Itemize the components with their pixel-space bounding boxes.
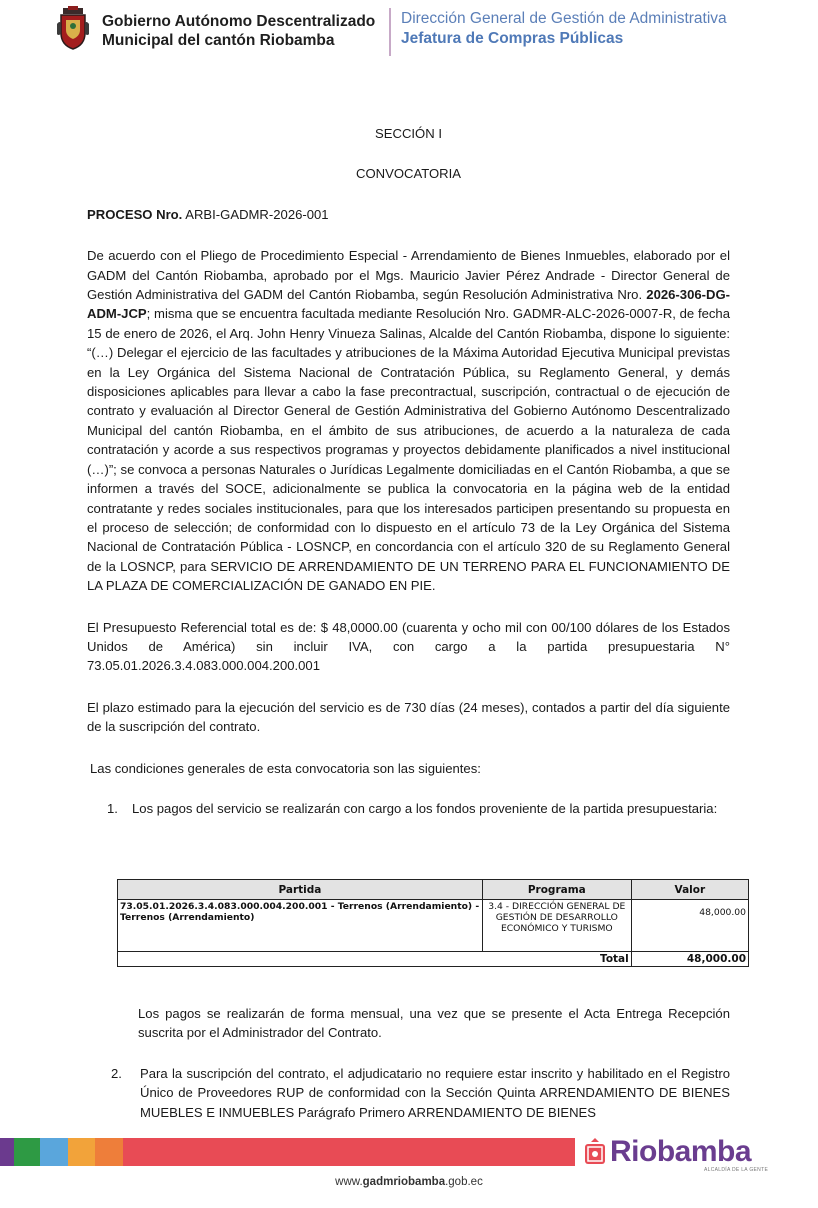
list-item-2-text: Para la suscripción del contrato, el adjudicatario no requiere estar inscrito y habilitado en el Registro Único de Proveedores RUP de conformidad con la Sección Quinta ARRENDAMIENTO DE BIENES MUEBLES E INMUEBLES Parágrafo Primero ARRENDAMIENTO DE BIENES: [140, 1066, 730, 1120]
list-item-1: [107, 799, 730, 818]
intro-text-b: ; misma que se encuentra facultada mediante Resolución Nro. GADMR-ALC-2026-0007-R, de fecha 15 de enero de 2026, el Arq. John Henry Vinueza Salinas, Alcalde del Cantón Riobamba, dispone lo siguiente: “(…) Delegar el ejercicio de las facultades y atribuciones de la Máxima Autoridad Ejecutiva Municipal previstas en la Ley Orgánica del Sistema Nacional de Contratación Pública, su Reglamento General, y demás disposiciones aplicables para llevar a cabo la fase precontractual, suscripción, contractual o de ejecución de contrato y evaluación al Director General de Gestión Administrativa del Gobierno Autónomo Descentralizado Municipal del cantón Riobamba, en el ámbito de sus atribuciones, de acuerdo a la naturaleza de cada contratación y acorde a sus respectivos programas y proyectos debidamente planificados a nivel institucional (…)”; se convoca a personas Naturales o Jurídicas Legalmente domiciliadas en el Cantón Riobamba, a que se informen a través del SOCE, adicionalmente se publica la convocatoria en la página web de la entidad contratante y redes sociales institucionales, para que los interesados participen presentando su propuesta en el proceso de selección; de conformidad con lo dispuesto en el artículo 73 de la Ley Orgánica del Sistema Nacional de Contratación Pública - LOSNCP, en concordancia con el artículo 320 de su Reglamento General de la LOSNCP, para SERVICIO DE ARRENDAMIENTO DE UN TERRENO PARA EL FUNCIONAMIENTO DE LA PLAZA DE COMERCIALIZACIÓN DE GANADO EN PIE.: [87, 306, 730, 594]
department-line1: Dirección General de Gestión de Administrativa: [401, 10, 727, 27]
brand-logo-text: [610, 1135, 751, 1169]
list-item-2-number: 2.: [111, 1066, 122, 1081]
list-item-2: [108, 1064, 730, 1122]
organization-name-line1: Gobierno Autónomo Descentralizado: [102, 13, 376, 30]
organization-name: [102, 12, 375, 50]
total-label: Total: [118, 952, 632, 967]
table-header-row: [118, 880, 749, 900]
budget-paragraph: El Presupuesto Referencial total es de: $ 48,0000.00 (cuarenta y ocho mil con 00/100 dólares de los Estados Unidos de América) sin incluir IVA, con cargo a la partida presupuestaria N° 73.05.01.2026.3.4.083.000.004.200.001: [87, 619, 730, 674]
municipal-crest-icon: [57, 6, 89, 52]
riobamba-logo-icon: [582, 1138, 608, 1168]
organization-name-line2: Municipal del cantón Riobamba: [102, 32, 335, 49]
brand-tagline: ALCALDÍA DE LA GENTE: [704, 1167, 769, 1173]
section-title: SECCIÓN I: [375, 126, 442, 141]
table-total-row: [118, 952, 749, 967]
website-suffix: .gob.ec: [445, 1176, 483, 1188]
column-header-programa: Programa: [482, 880, 631, 900]
list-item-1-number: 1.: [107, 800, 118, 816]
conditions-intro: Las condiciones generales de esta convocatoria son las siguientes:: [90, 760, 481, 776]
payments-note-block: [138, 1004, 730, 1043]
term-paragraph: El plazo estimado para la ejecución del servicio es de 730 días (24 meses), contados a partir del día siguiente de la suscripción del contrato.: [87, 699, 730, 735]
resolution-number: 2026-306-DG-ADM-JCP: [87, 287, 730, 322]
department-name: [401, 9, 727, 49]
column-header-partida: Partida: [118, 880, 483, 900]
brand-logo-word: Riobamba: [610, 1135, 752, 1168]
budget-table: [117, 879, 749, 967]
department-line2: Jefatura de Compras Públicas: [401, 30, 624, 47]
process-label: PROCESO Nro.: [87, 206, 183, 222]
section-subtitle: CONVOCATORIA: [355, 166, 461, 182]
list-item-1-text: Los pagos del servicio se realizarán con cargo a los fondos proveniente de la partida presupuestaria:: [132, 800, 718, 816]
cell-programa: 3.4 - DIRECCIÓN GENERAL DE GESTIÓN DE DESARROLLO ECONÓMICO Y TURISMO: [482, 900, 631, 952]
website-prefix: www.: [335, 1176, 363, 1188]
page-header: [0, 0, 818, 70]
process-number: [87, 205, 730, 224]
payments-note: Los pagos se realizarán de forma mensual, una vez que se presente el Acta Entrega Recepción suscrita por el Administrador del Contrato.: [138, 1006, 730, 1041]
document-body: [87, 124, 730, 818]
process-code: ARBI-GADMR-2026-001: [185, 206, 329, 222]
cell-valor: 48,000.00: [631, 900, 748, 952]
intro-text-a: De acuerdo con el Pliego de Procedimiento Especial - Arrendamiento de Bienes Inmuebles, elaborado por el GADM del Cantón Riobamba, aprobado por el Mgs. Mauricio Javier Pérez Andrade - Director General de Gestión Administrativa del GADM del Cantón Riobamba, según Resolución Administrativa Nro.: [87, 248, 730, 303]
cell-partida: 73.05.01.2026.3.4.083.000.004.200.001 - Terrenos (Arrendamiento) - Terrenos (Arrendamiento): [118, 900, 483, 952]
website-domain: gadmriobamba: [362, 1176, 446, 1188]
intro-paragraph: [87, 246, 730, 595]
table-row: [118, 900, 749, 952]
column-header-valor: Valor: [631, 880, 748, 900]
website-url[interactable]: [0, 1176, 818, 1188]
total-value: 48,000.00: [631, 952, 748, 967]
header-divider: [389, 8, 391, 56]
